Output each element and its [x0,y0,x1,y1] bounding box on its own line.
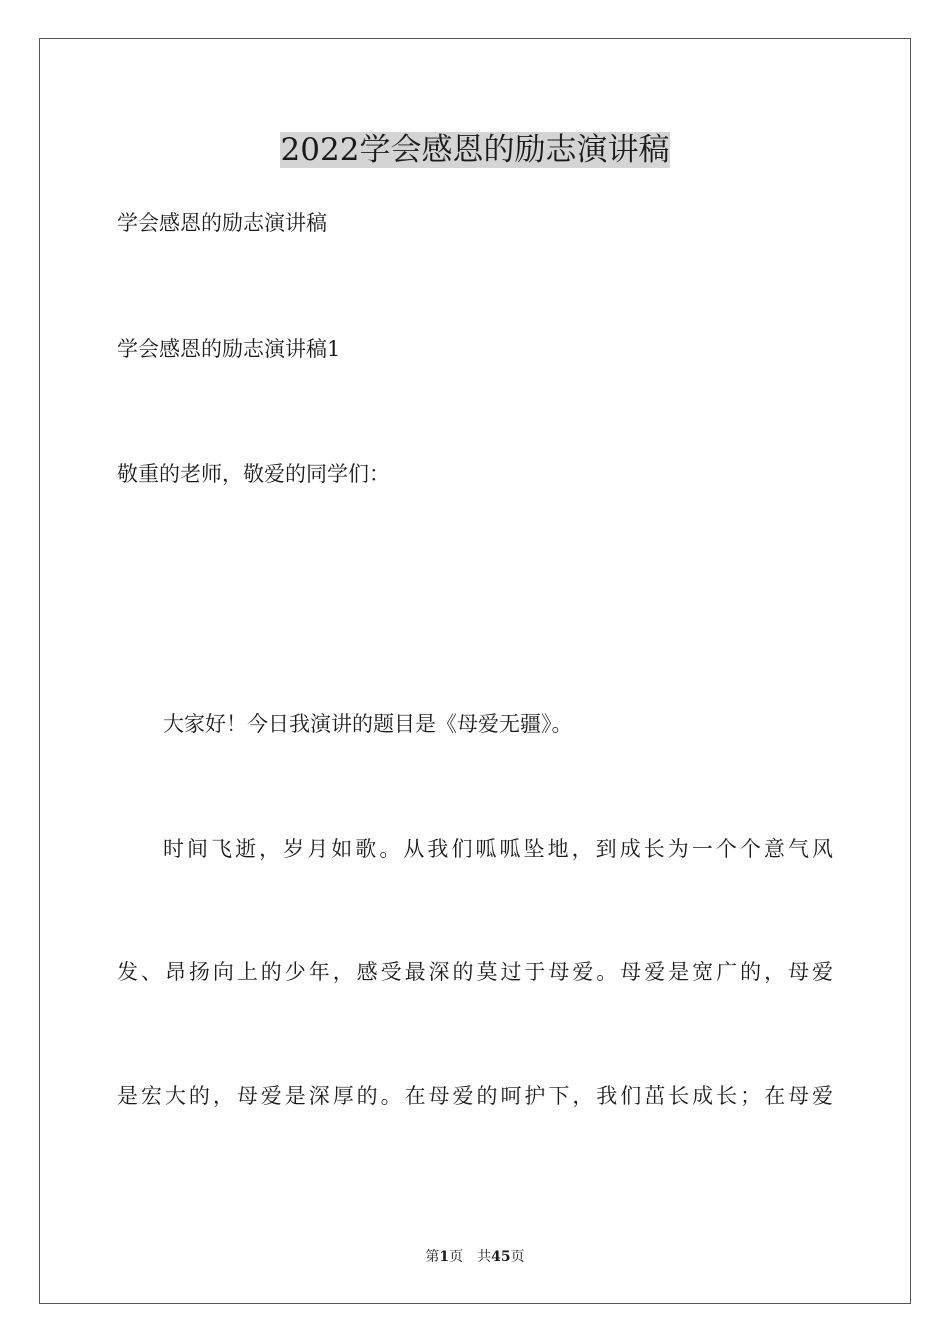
page-footer [0,1247,950,1267]
greeting-line: 敬重的老师，敬爱的同学们： [117,462,390,486]
page-prefix: 第 [425,1249,440,1265]
paragraph-line-4: 是宏大的，母爱是深厚的。在母爱的呵护下，我们茁长成长；在母爱 [117,1084,833,1108]
total-suffix: 页 [510,1249,525,1265]
document-subtitle: 学会感恩的励志演讲稿 [117,211,327,235]
section-heading: 学会感恩的励志演讲稿1 [117,337,341,361]
page-suffix: 页 [449,1249,464,1265]
document-title-text: 2022学会感恩的励志演讲稿 [280,132,670,168]
total-pages: 45 [491,1249,511,1265]
paragraph-line-2: 时间飞逝，岁月如歌。从我们呱呱坠地，到成长为一个个意气风 [163,837,833,861]
page-number: 1 [439,1249,450,1265]
paragraph-line-3: 发、昂扬向上的少年，感受最深的莫过于母爱。母爱是宽广的，母爱 [117,960,833,984]
document-title [0,128,950,172]
paragraph-line-1: 大家好！今日我演讲的题目是《母爱无疆》。 [163,712,573,736]
total-prefix: 共 [477,1249,492,1265]
